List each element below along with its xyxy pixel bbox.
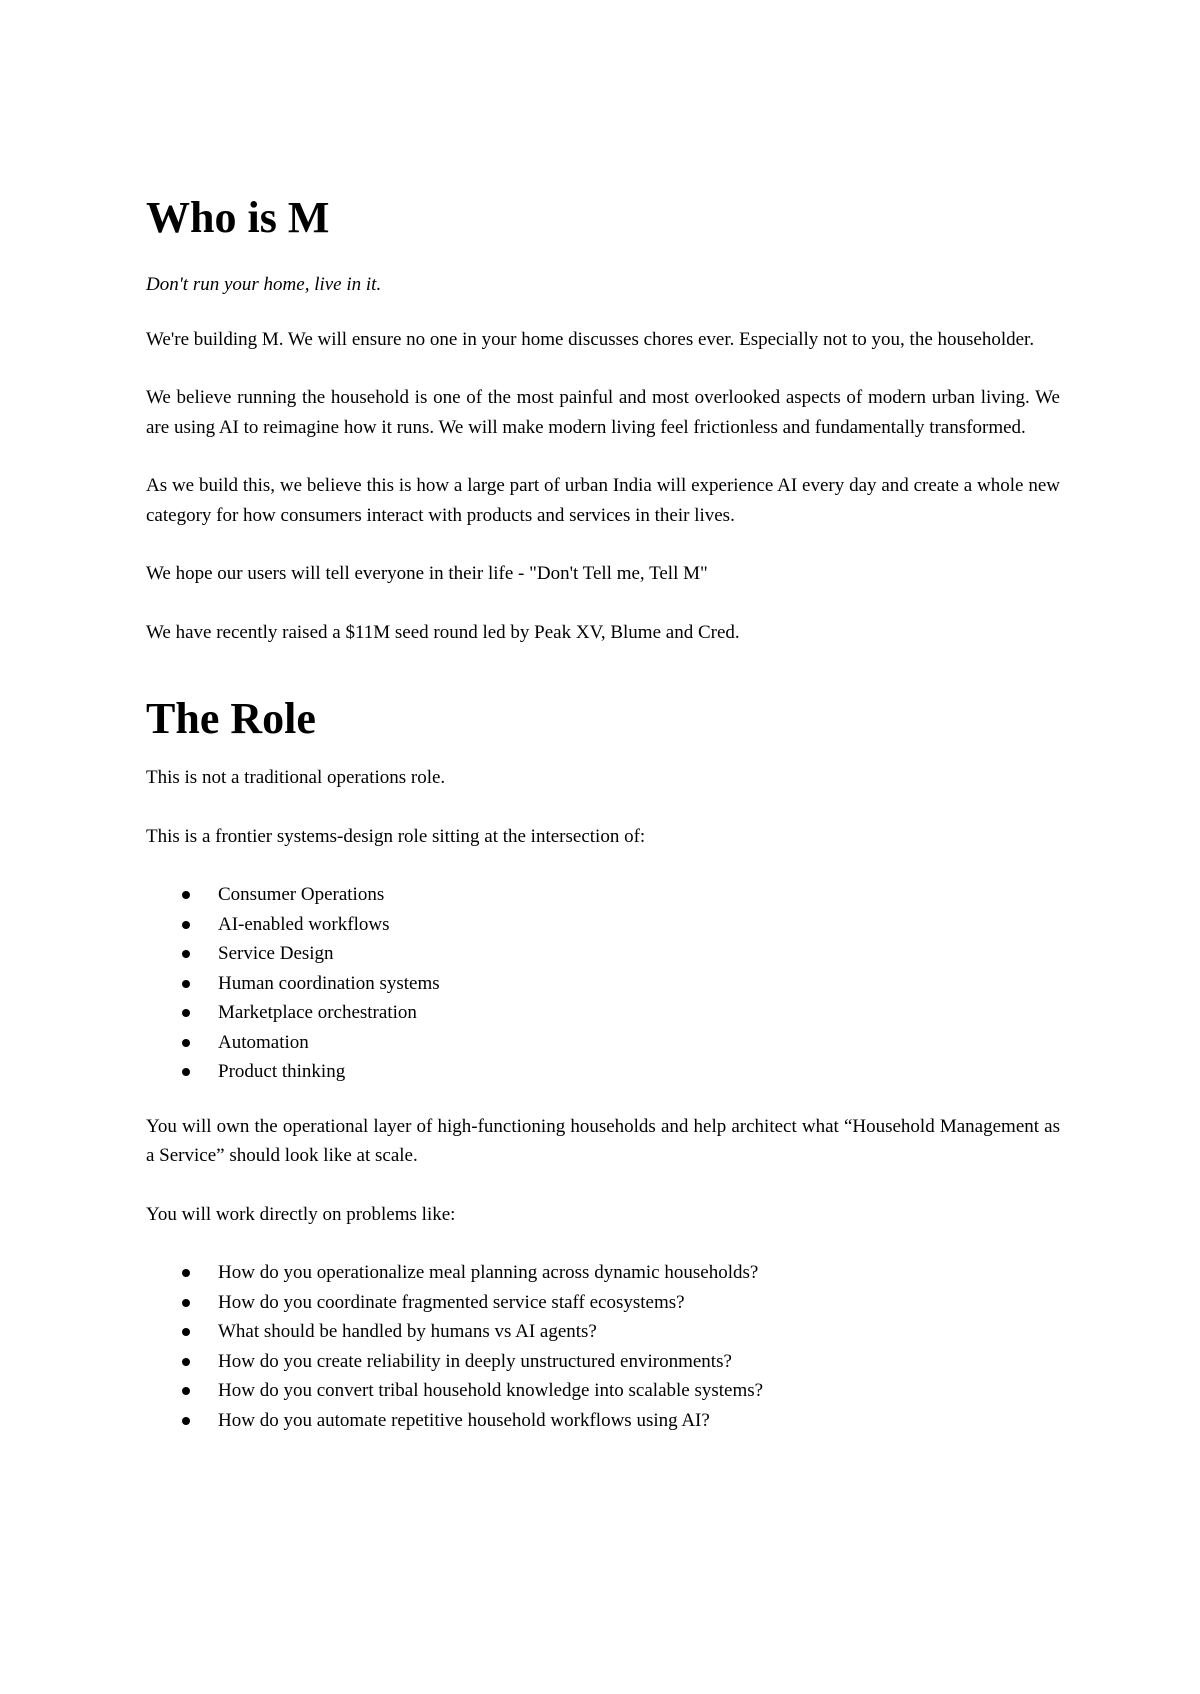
list-item: What should be handled by humans vs AI agents? (218, 1317, 1060, 1347)
list-item: How do you coordinate fragmented service staff ecosystems? (218, 1288, 1060, 1318)
list-item: Service Design (218, 939, 1060, 969)
list-item: Automation (218, 1028, 1060, 1058)
list-problems (146, 1258, 1060, 1435)
heading-the-role: The Role (146, 694, 316, 743)
list-item: How do you operationalize meal planning across dynamic households? (218, 1258, 1060, 1288)
document-page (146, 190, 1060, 1460)
list-item: Consumer Operations (218, 880, 1060, 910)
list-item: How do you automate repetitive household workflows using AI? (218, 1406, 1060, 1436)
list-role-areas (146, 880, 1060, 1087)
paragraph-belief: We believe running the household is one of the most painful and most overlooked aspects of modern urban living. We are using AI to reimagine how it runs. We will make modern living feel frictionless and fundamentally transformed. (146, 387, 1060, 438)
bullet-icon (182, 1328, 190, 1336)
paragraph-problems-intro: You will work directly on problems like: (146, 1203, 456, 1225)
bullet-icon (182, 1358, 190, 1366)
paragraph-role-intersection: This is a frontier systems-design role sitting at the intersection of: (146, 825, 646, 847)
list-item: Human coordination systems (218, 969, 1060, 999)
paragraph-hope: We hope our users will tell everyone in their life - "Don't Tell me, Tell M" (146, 563, 708, 584)
bullet-icon (182, 1417, 190, 1425)
bullet-icon (182, 1039, 190, 1047)
paragraph-vision: As we build this, we believe this is how a large part of urban India will experience AI every day and create a whole new category for how consumers interact with products and services in their lives. (146, 475, 1060, 526)
bullet-icon (182, 921, 190, 929)
bullet-icon (182, 1068, 190, 1076)
bullet-icon (182, 1009, 190, 1017)
paragraph-ownership: You will own the operational layer of high-functioning households and help architect what “Household Management as a Service” should look like at scale. (146, 1115, 1060, 1166)
paragraph-role-intro: This is not a traditional operations role. (146, 767, 446, 788)
bullet-icon (182, 980, 190, 988)
bullet-icon (182, 1299, 190, 1307)
bullet-icon (182, 1387, 190, 1395)
paragraph-intro: We're building M. We will ensure no one in your home discusses chores ever. Especially not to you, the householder. (146, 328, 1035, 350)
list-item: How do you create reliability in deeply unstructured environments? (218, 1347, 1060, 1377)
list-item: How do you convert tribal household knowledge into scalable systems? (218, 1376, 1060, 1406)
list-item: Product thinking (218, 1057, 1060, 1087)
bullet-icon (182, 1269, 190, 1277)
heading-who-is-m: Who is M (146, 193, 330, 242)
paragraph-funding: We have recently raised a $11M seed round led by Peak XV, Blume and Cred. (146, 621, 740, 643)
list-item: Marketplace orchestration (218, 998, 1060, 1028)
tagline: Don't run your home, live in it. (146, 274, 382, 295)
bullet-icon (182, 891, 190, 899)
bullet-icon (182, 950, 190, 958)
list-item: AI-enabled workflows (218, 910, 1060, 940)
